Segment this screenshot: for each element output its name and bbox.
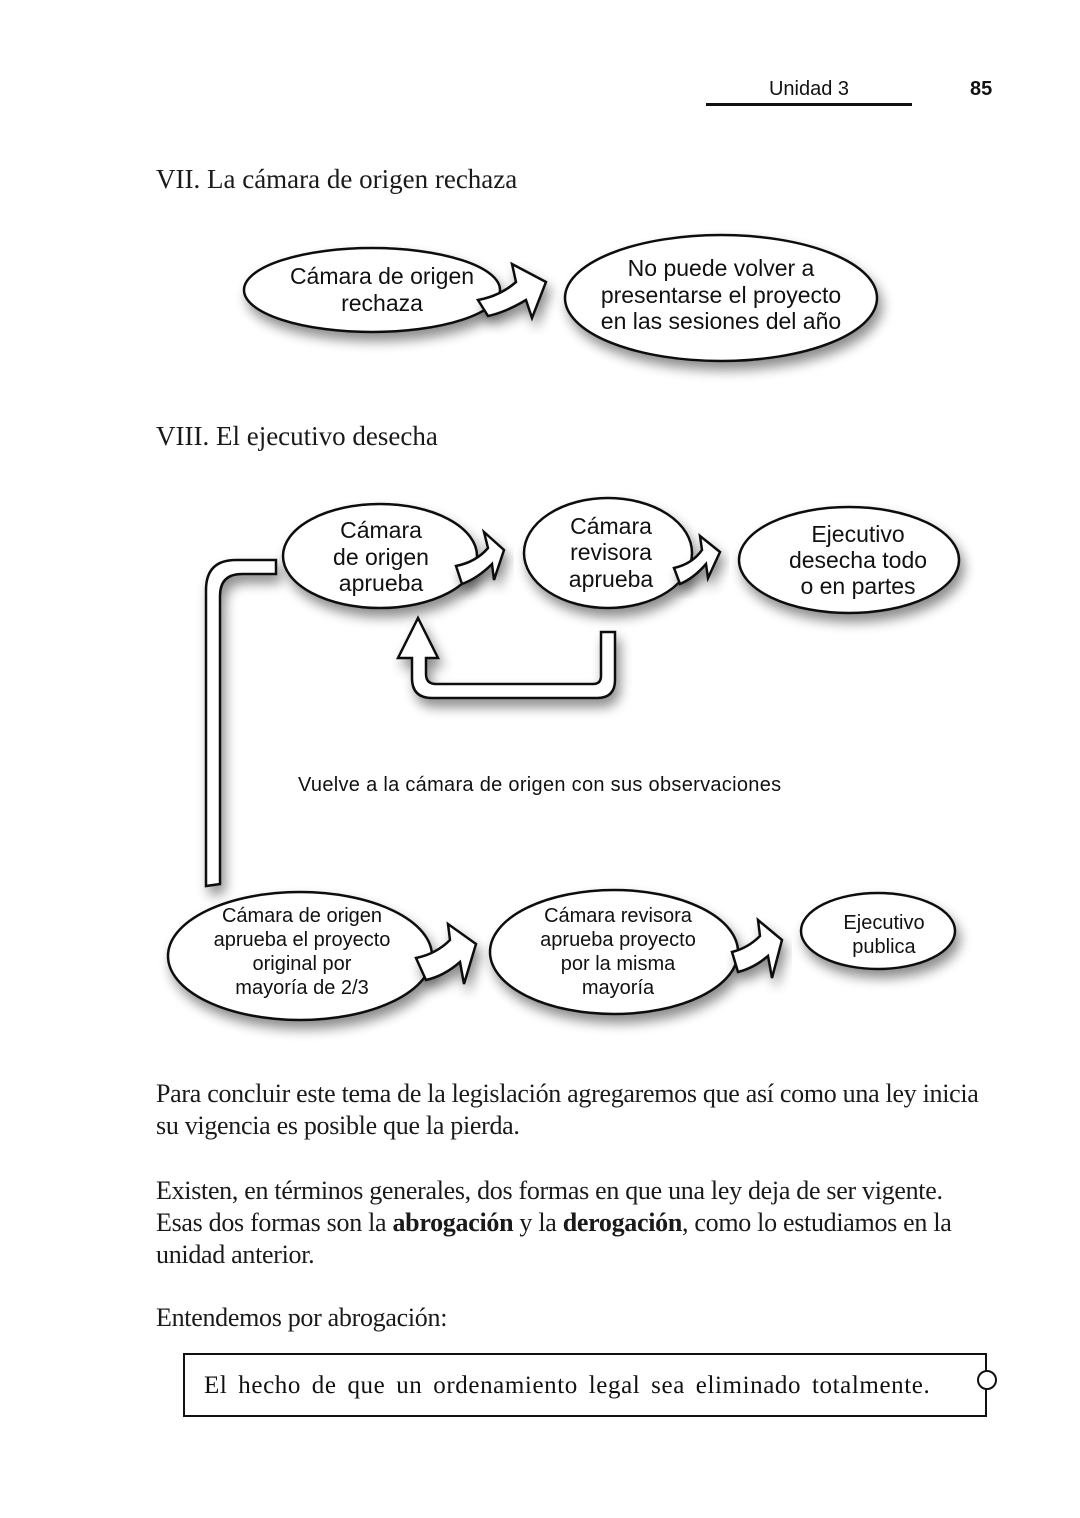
paragraph-definition-intro: Entendemos por abrogación: bbox=[156, 1303, 448, 1332]
paragraph-forms bbox=[156, 1175, 986, 1271]
box-circle-icon bbox=[977, 1370, 997, 1390]
connector-left-up-icon bbox=[206, 560, 276, 886]
svg-text:Cámara de origenaprueba el pro: Cámara de origen aprueba el proyecto original por mayoría de 2/3 bbox=[213, 905, 391, 999]
paragraph-text: y la bbox=[513, 1208, 563, 1237]
return-caption: Vuelve a la cámara de origen con sus observaciones bbox=[298, 774, 782, 796]
viii-node-reviser-approves-same-majority bbox=[490, 890, 738, 1014]
section-viii-title: VIII. El ejecutivo desecha bbox=[156, 421, 438, 451]
svg-text:Ejecutivopublica: Ejecutivo publica bbox=[843, 912, 925, 958]
svg-text:Cámararevisoraaprueba: Cámara revisora aprueba bbox=[568, 513, 654, 592]
svg-text:Cámarade origenaprueba: Cámara de origen aprueba bbox=[333, 517, 429, 596]
definition-text: El hecho de que un ordenamiento legal sea eliminado totalmente. bbox=[204, 1372, 931, 1399]
term-derogacion: derogación bbox=[562, 1208, 682, 1237]
paragraph-text: , como lo estudiamos en la unidad anterior. bbox=[156, 1208, 952, 1269]
viii-node-origin-approves-two-thirds bbox=[168, 892, 432, 1020]
paragraph-text: Existen, en términos generales, dos formas en que una ley deja de ser vigente. Esas dos formas son la bbox=[156, 1176, 943, 1237]
paragraph-conclusion: Para concluir este tema de la legislación agregaremos que así como una ley inicia su vigencia es posible que la pierda. bbox=[156, 1079, 979, 1140]
viii-node-executive-rejects bbox=[739, 507, 959, 613]
viii-node-executive-publishes bbox=[801, 893, 955, 969]
unit-label: Unidad 3 bbox=[768, 78, 850, 100]
page-number: 85 bbox=[970, 78, 993, 100]
svg-text:Cámara de origenrechaza: Cámara de origen rechaza bbox=[289, 263, 475, 316]
vii-node-cannot-resubmit bbox=[565, 235, 877, 361]
svg-text:No puede volver apresentarse e: No puede volver a presentarse el proyecto en las sesiones del año bbox=[600, 255, 842, 334]
svg-text:Cámara revisoraaprueba proyect: Cámara revisora aprueba proyecto por la misma mayoría bbox=[540, 905, 696, 999]
viii-node-origin-approves bbox=[283, 504, 477, 608]
term-abrogacion: abrogación bbox=[392, 1208, 514, 1237]
svg-text:Ejecutivodesecha todoo en part: Ejecutivo desecha todo o en partes bbox=[788, 521, 928, 599]
viii-node-reviser-approves bbox=[524, 498, 692, 608]
section-vii-title: VII. La cámara de origen rechaza bbox=[156, 164, 518, 194]
return-arrow-icon bbox=[398, 618, 615, 698]
vii-node-origin-rejects bbox=[244, 248, 500, 332]
arrow-right-icon bbox=[732, 920, 782, 978]
